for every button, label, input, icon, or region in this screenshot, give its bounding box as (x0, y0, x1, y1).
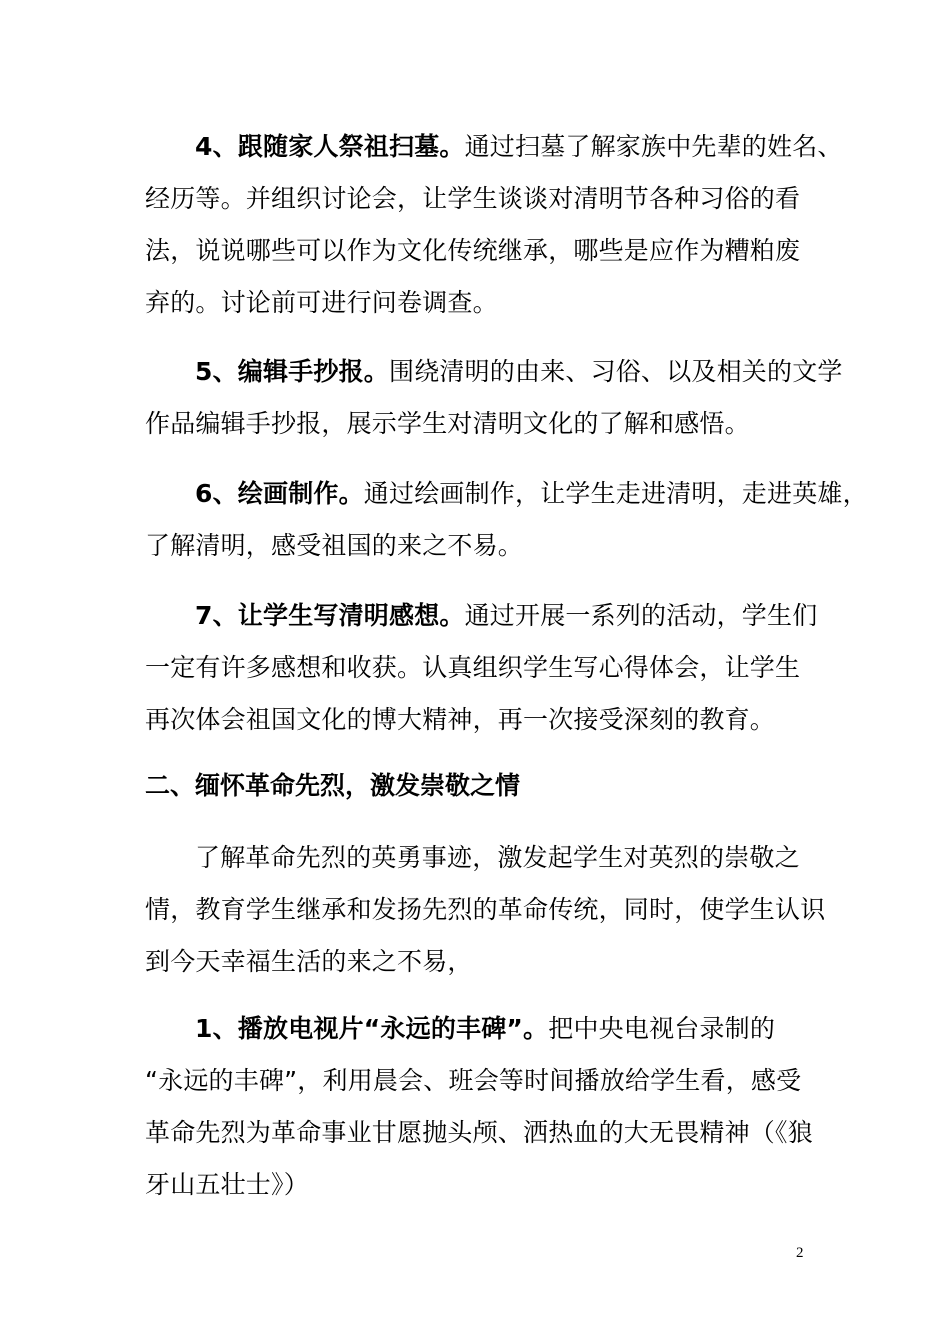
paragraph-line: 革命先烈为革命事业甘愿抛头颅、洒热血的大无畏精神（《狼 (145, 1118, 813, 1147)
intro-paragraph (145, 832, 826, 988)
paragraph-line (145, 121, 843, 173)
paragraph-line: 情，教育学生继承和发扬先烈的革命传统，同时，使学生认识 (145, 895, 826, 924)
paragraph-line: 了解清明，感受祖国的来之不易。 (145, 531, 524, 560)
item-7-paragraph (145, 590, 818, 746)
paragraph-line: 一定有许多感想和收获。认真组织学生写心得体会，让学生 (145, 653, 801, 682)
paragraph-line: “永远的丰碑”，利用晨会、班会等时间播放给学生看，感受 (145, 1066, 802, 1095)
item-7-text: 通过开展一系列的活动，学生们 (464, 601, 818, 630)
item-1-paragraph (145, 1003, 813, 1211)
item-6-title: 6、绘画制作。 (195, 479, 364, 508)
paragraph-line: 再次体会祖国文化的博大精神，再一次接受深刻的教育。 (145, 705, 776, 734)
paragraph-line (145, 590, 818, 642)
paragraph-line: 作品编辑手抄报，展示学生对清明文化的了解和感悟。 (145, 409, 750, 438)
item-5-title: 5、编辑手抄报。 (195, 357, 389, 386)
item-4-title: 4、跟随家人祭祖扫墓。 (195, 132, 465, 161)
section-heading: 二、缅怀革命先烈，激发崇敬之情 (145, 771, 521, 800)
paragraph-line: 经历等。并组织讨论会，让学生谈谈对清明节各种习俗的看 (145, 184, 801, 213)
item-4-text: 通过扫墓了解家族中先辈的姓名、 (464, 132, 843, 161)
item-4-paragraph (145, 121, 843, 329)
item-6-paragraph (145, 468, 868, 572)
item-5-paragraph (145, 346, 843, 450)
paragraph-line (145, 346, 843, 398)
item-1-text: 把中央电视台录制的 (548, 1014, 776, 1043)
item-7-title: 7、让学生写清明感想。 (195, 601, 465, 630)
paragraph-line: 弃的。讨论前可进行问卷调查。 (145, 288, 498, 317)
page-number: 2 (796, 1245, 804, 1261)
paragraph-line (145, 468, 868, 520)
paragraph-line: 到今天幸福生活的来之不易， (145, 947, 473, 976)
item-5-text: 围绕清明的由来、习俗、以及相关的文学 (389, 357, 843, 386)
paragraph-line (145, 1003, 810, 1055)
paragraph-line: 法，说说哪些可以作为文化传统继承，哪些是应作为糟粕废 (145, 236, 801, 265)
paragraph-line: 了解革命先烈的英勇事迹，激发起学生对英烈的崇敬之 (195, 843, 800, 872)
paragraph-line: 牙山五壮士》） (145, 1170, 309, 1199)
item-1-title: 1、播放电视片“永远的丰碑”。 (195, 1014, 549, 1043)
item-6-text: 通过绘画制作，让学生走进清明，走进英雄， (363, 479, 868, 508)
